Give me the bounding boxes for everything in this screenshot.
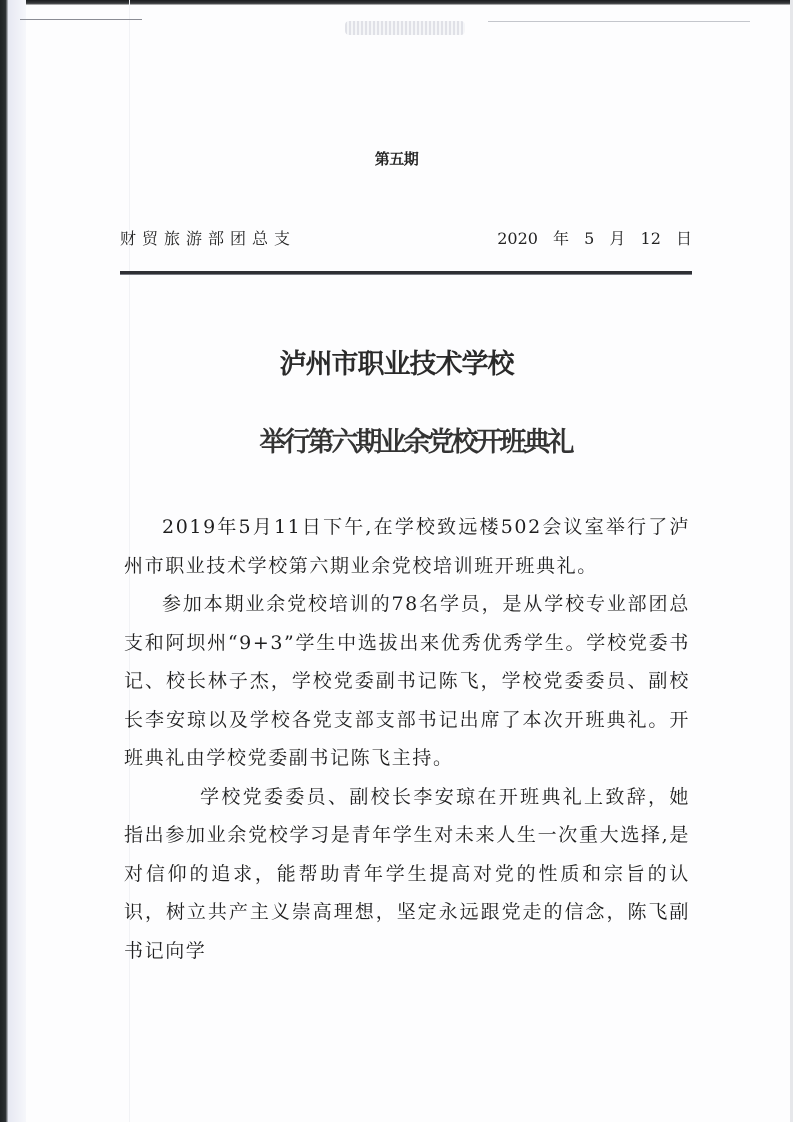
date-month: 5 [584,229,595,248]
date-month-unit: 月 [609,229,626,248]
scan-bleed-through-smudge [345,21,465,35]
date-day: 12 [640,229,661,248]
issue-label: 第五期 [374,150,419,168]
article-paragraph: 学校党委委员、副校长李安琼在开班典礼上致辞，她指出参加业余党校学习是青年学生对未来人生一次重大选择,是对信仰的追求，能帮助青年学生提高对党的性质和宗旨的认识，树立共产主义崇高理想，坚定永远跟党走的信念，陈飞副书记向学 [124,785,690,962]
article-paragraph: 参加本期业余党校培训的78名学员，是从学校专业部团总支和阿坝州“9+3”学生中选拔出来优秀优秀学生。学校党委书记、校长林子杰，学校党委副书记陈飞，学校党委委员、副校长李安琼以及学校各党支部支部书记出席了本次开班典礼。开班典礼由学校党委副书记陈飞主持。 [124,593,690,769]
article-paragraph: 2019年5月11日下午,在学校致远楼502会议室举行了泸州市职业技术学校第六期业余党校培训班开班典礼。 [124,516,690,577]
scan-top-edge [0,0,793,5]
article-title: 泸州市职业技术学校 [279,349,514,380]
date-year-unit: 年 [553,229,570,248]
organization-name: 财贸旅游部团总支 [120,229,297,248]
masthead-divider [120,271,692,275]
scan-top-rule-right [488,21,750,22]
article-subtitle: 举行第六期业余党校开班典礼 [259,427,572,458]
issue-date [497,226,692,249]
article-body [124,508,690,970]
scan-top-rule [20,19,142,20]
date-day-unit: 日 [675,229,692,248]
date-year: 2020 [497,229,538,248]
